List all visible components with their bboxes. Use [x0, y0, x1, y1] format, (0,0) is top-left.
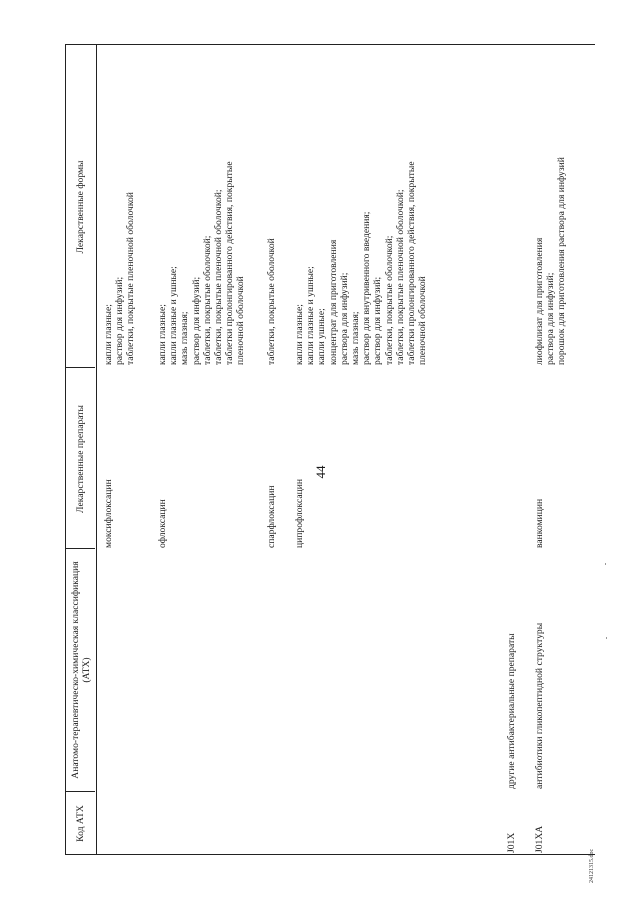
- drug-name: офлоксацин: [157, 499, 168, 548]
- drug-form-line: таблетки пролонгированного действия, покрытые: [406, 161, 417, 365]
- drug-form-line: капли ушные;: [316, 308, 328, 365]
- page-number: 44: [313, 465, 328, 479]
- atc-code: J01X: [506, 832, 517, 853]
- header-drug: Лекарственные препараты: [75, 405, 87, 513]
- drug-form-line: капли глазные;: [294, 304, 305, 365]
- table-border-line: [65, 44, 595, 45]
- drug-form-line: капли глазные;: [157, 304, 168, 365]
- drug-form-line: раствор для инфузий;: [114, 276, 126, 365]
- table-header-row: [65, 45, 97, 855]
- header-classification: Анатомо-терапевтическо-химическая классификация (АТХ): [69, 561, 92, 779]
- drug-form-line: раствор для внутривенного введения;: [361, 211, 373, 365]
- drug-form-line: таблетки, покрытые оболочкой;: [201, 235, 213, 365]
- atc-classification: другие антибактериальные препараты: [506, 633, 517, 789]
- drug-name: спарфлоксацин: [266, 485, 277, 548]
- drug-name: ципрофлоксацин: [294, 478, 305, 548]
- drug-form-line: мазь глазная;: [179, 311, 191, 365]
- drug-form-line: таблетки, покрытые оболочкой;: [383, 235, 395, 365]
- header-forms: Лекарственные формы: [75, 160, 87, 254]
- drug-table: [65, 45, 595, 855]
- drug-name: моксифлоксацин: [103, 479, 114, 548]
- drug-form-line: пленочной оболочкой: [235, 276, 247, 365]
- table-border-line: [65, 854, 595, 855]
- drug-form-line: капли глазные и ушные;: [305, 266, 317, 365]
- drug-form-line: капли глазные;: [103, 304, 114, 365]
- drug-form-line: раствор для инфузий;: [190, 276, 202, 365]
- drug-form-line: таблетки, покрытые пленочной оболочкой: [125, 192, 137, 365]
- drug-form-line: порошок для приготовления раствора для инфузий: [556, 157, 568, 365]
- atc-classification: антибиотики гликопептидной структуры: [534, 622, 545, 789]
- scan-speck: [606, 637, 607, 639]
- drug-form-line: раствор для инфузий;: [372, 276, 384, 365]
- drug-form-line: пленочной оболочкой: [417, 276, 429, 365]
- drug-form-line: концентрат для приготовления: [327, 239, 339, 365]
- drug-form-line: лиофилизат для приготовления: [534, 237, 545, 365]
- drug-form-line: таблетки пролонгированного действия, покрытые: [224, 161, 236, 365]
- drug-form-line: таблетки, покрытые пленочной оболочкой;: [394, 189, 406, 365]
- atc-code: J01XA: [534, 825, 545, 853]
- scan-speck: [605, 563, 606, 565]
- drug-form-line: таблетки, покрытые оболочкой: [266, 238, 277, 365]
- drug-name: ванкомицин: [534, 498, 545, 548]
- document-file-id: 24121315.doc: [589, 848, 595, 883]
- drug-form-line: раствора для инфузий;: [338, 272, 350, 365]
- drug-form-line: мазь глазная;: [350, 311, 361, 365]
- drug-form-line: капли глазные и ушные;: [168, 266, 180, 365]
- header-code: Код АТХ: [75, 805, 87, 842]
- drug-form-line: раствора для инфузий;: [545, 272, 557, 365]
- drug-form-line: таблетки, покрытые пленочной оболочкой;: [213, 189, 224, 365]
